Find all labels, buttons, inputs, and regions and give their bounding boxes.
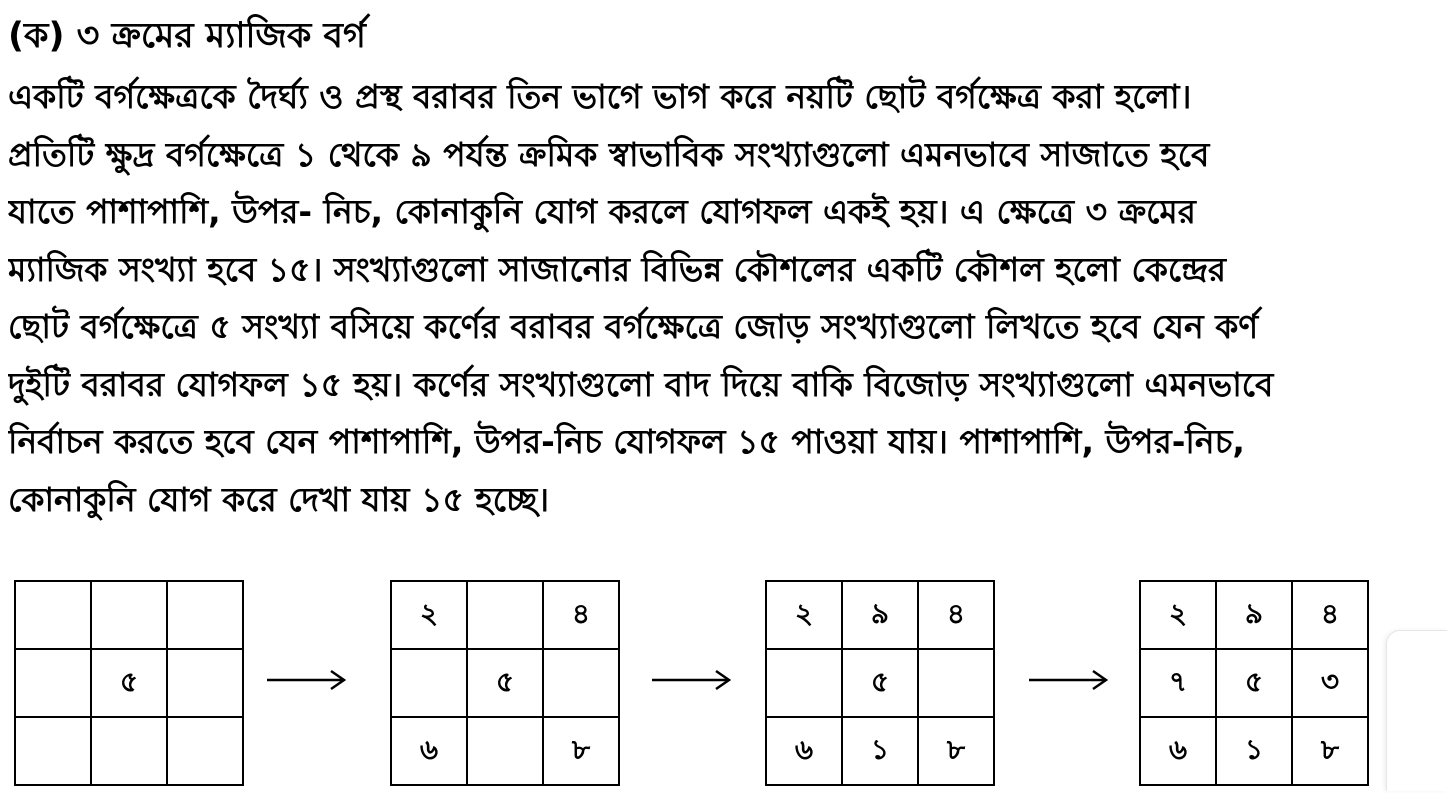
- right-arrow-icon: [650, 660, 732, 700]
- grid-cell: ৫: [842, 649, 918, 717]
- paragraph-line: যাতে পাশাপাশি, উপর- নিচ, কোনাকুনি যোগ করলে যোগফল একই হয়। এ ক্ষেত্রে ৩ ক্রমের: [8, 192, 1196, 231]
- side-panel-edge: [1386, 630, 1447, 791]
- grid-cell: [15, 649, 91, 717]
- grid-cell: ৬: [1140, 717, 1216, 785]
- right-arrow-icon: [1027, 660, 1109, 700]
- grid-cell: [91, 717, 167, 785]
- grid-cell: [15, 581, 91, 649]
- grid-cell: ৪: [1292, 581, 1368, 649]
- grid-cell: ৬: [766, 717, 842, 785]
- grid-cell: [766, 649, 842, 717]
- grid-cell: [167, 581, 243, 649]
- grid-cell: ৩: [1292, 649, 1368, 717]
- grid-cell: ৮: [918, 717, 994, 785]
- paragraph-line: নির্বাচন করতে হবে যেন পাশাপাশি, উপর-নিচ যোগফল ১৫ পাওয়া যায়। পাশাপাশি, উপর-নিচ,: [8, 422, 1245, 461]
- grid-cell: [543, 649, 619, 717]
- paragraph-line: একটি বর্গক্ষেত্রকে দৈর্ঘ্য ও প্রস্থ বরাবর তিন ভাগে ভাগ করে নয়টি ছোট বর্গক্ষেত্র করা হলো।: [8, 77, 1192, 116]
- grid-cell: ৯: [842, 581, 918, 649]
- grid-cell: ২: [1140, 581, 1216, 649]
- grid-cell: ৫: [1216, 649, 1292, 717]
- grid-cell: ৫: [467, 649, 543, 717]
- grid-cell: ৮: [1292, 717, 1368, 785]
- magic-square-step-3: [765, 580, 995, 786]
- paragraph-line: কোনাকুনি যোগ করে দেখা যায় ১৫ হচ্ছে।: [8, 479, 550, 519]
- grid-cell: ১: [1216, 717, 1292, 785]
- grid-cell: [391, 649, 467, 717]
- magic-square-step-4: [1139, 580, 1369, 786]
- grid-cell: ৫: [91, 649, 167, 717]
- grid-cell: ৮: [543, 717, 619, 785]
- paragraph-line: ছোট বর্গক্ষেত্রে ৫ সংখ্যা বসিয়ে কর্ণের বরাবর বর্গক্ষেত্রে জোড় সংখ্যাগুলো লিখতে হবে যেন কর্ণ: [8, 307, 1259, 346]
- explanation-paragraph: [8, 68, 1428, 528]
- magic-square-step-1: [14, 580, 244, 786]
- grid-cell: [467, 717, 543, 785]
- grid-cell: [918, 649, 994, 717]
- grid-cell: ৯: [1216, 581, 1292, 649]
- grid-cell: ১: [842, 717, 918, 785]
- grid-cell: ৪: [543, 581, 619, 649]
- right-arrow-icon: [265, 660, 347, 700]
- grid-cell: [167, 717, 243, 785]
- grid-cell: [91, 581, 167, 649]
- grid-cell: ২: [391, 581, 467, 649]
- paragraph-line: ম্যাজিক সংখ্যা হবে ১৫। সংখ্যাগুলো সাজানোর বিভিন্ন কৌশলের একটি কৌশল হলো কেন্দ্রের: [8, 249, 1227, 289]
- grid-cell: [167, 649, 243, 717]
- section-heading: (ক) ৩ ক্রমের ম্যাজিক বর্গ: [8, 16, 366, 56]
- grid-cell: ৬: [391, 717, 467, 785]
- paragraph-line: দুইটি বরাবর যোগফল ১৫ হয়। কর্ণের সংখ্যাগুলো বাদ দিয়ে বাকি বিজোড় সংখ্যাগুলো এমনভাবে: [8, 364, 1274, 404]
- paragraph-line: প্রতিটি ক্ষুদ্র বর্গক্ষেত্রে ১ থেকে ৯ পর্যন্ত ক্রমিক স্বাভাবিক সংখ্যাগুলো এমনভাবে সাজাতে হবে: [8, 134, 1210, 174]
- grid-cell: ৭: [1140, 649, 1216, 717]
- grid-cell: [15, 717, 91, 785]
- magic-square-step-2: [390, 580, 620, 786]
- grid-cell: ৪: [918, 581, 994, 649]
- grid-cell: [467, 581, 543, 649]
- grid-cell: ২: [766, 581, 842, 649]
